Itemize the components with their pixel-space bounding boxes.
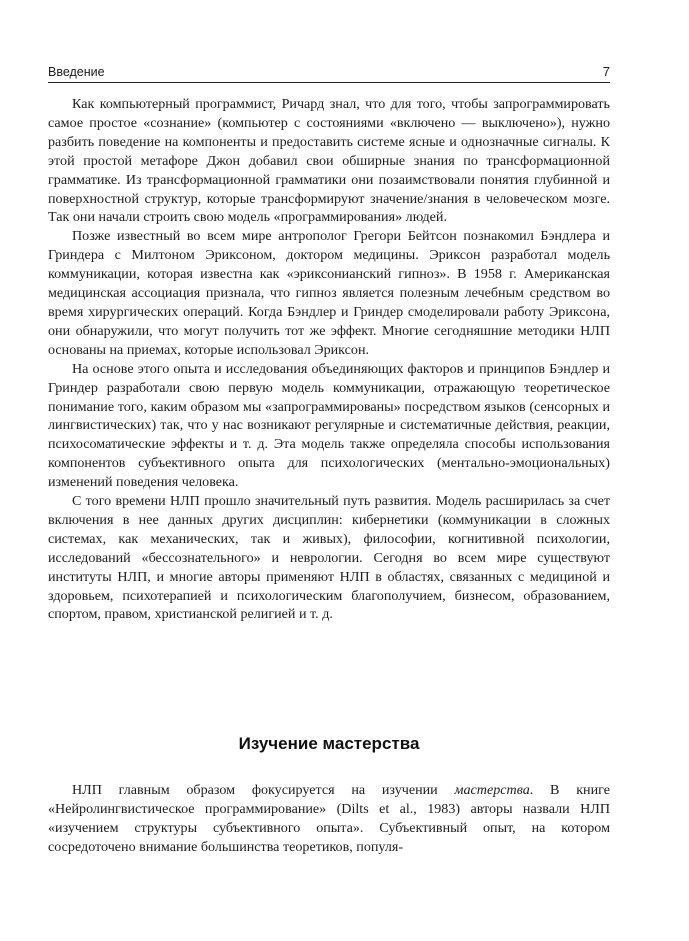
main-text [48, 95, 610, 624]
page-number: 7 [602, 64, 610, 79]
section-paragraph-start: НЛП главным образом фокусируется на изучении [72, 782, 455, 798]
section-text [48, 781, 610, 857]
running-head [48, 64, 610, 83]
running-head-title: Введение [48, 65, 105, 79]
section-paragraph-emphasis: мастерства [454, 782, 530, 798]
paragraph-4: С того времени НЛП прошло значительный путь развития. Модель расширилась за счет включения в нее данных других дисциплин: кибернетики (коммуникации в сложных системах, как механических, так и живых), философии, когнитивной психологии, исследований «бессознательного» и неврологии. Сегодня во всем мире существуют институты НЛП, и многие авторы применяют НЛП в областях, связанных с медициной и здоровьем, психотерапией и психологическим благополучием, бизнесом, образованием, спортом, правом, христианской религией и т. д. [48, 493, 610, 623]
paragraph-1: Как компьютерный программист, Ричард знал, что для того, чтобы запрограммировать самое простое «сознание» (компьютер с состояниями «включено — выключено»), нужно разбить поведение на компоненты и предоставить системе ясные и однозначные сигналы. К этой простой метафоре Джон добавил свои обширные знания по трансформационной грамматике. Из трансформационной грамматики они позаимствовали понятия глубинной и поверхностной структур, которые трансформируют значение/знания в человеческом мозге. Так они начали строить свою модель «программирования» людей. [48, 96, 610, 226]
paragraph-3: На основе этого опыта и исследования объединяющих факторов и принципов Бэндлер и Гриндер разработали свою первую модель коммуникации, отражающую теоретическое понимание того, каким образом мы «запрограммированы» посредством языков (сенсорных и лингвистических) так, что у нас возникают регулярные и систематичные действия, реакции, психосоматические эффекты и т. д. Эта модель также определяла способы использования компонентов субъективного опыта для психологических (ментально-эмоциональных) изменений поведения человека. [48, 360, 610, 491]
paragraph-2: Позже известный во всем мире антрополог Грегори Бейтсон познакомил Бэндлера и Гриндера с Милтоном Эриксоном, доктором медицины. Эриксон разработал модель коммуникации, которая известна как «эриксонианский гипноз». В 1958 г. Американская медицинская ассоциация признала, что гипноз является полезным лечебным средством во время хирургических операций. Когда Бэндлер и Гриндер смоделировали работу Эриксона, они обнаружили, что могут получить тот же эффект. Многие сегодняшние методики НЛП основаны на приемах, которые использовал Эриксон. [48, 228, 610, 358]
section-paragraph [48, 781, 610, 857]
section-paragraph-end: . В книге «Нейролингвистическое программирование» (Dilts et al., 1983) авторы назвали НЛП «изучением структуры субъективного опыта». Субъективный опыт, на котором сосредоточено внимание большинства теоретиков, популя- [48, 782, 610, 855]
section-heading: Изучение мастерства [238, 734, 420, 753]
